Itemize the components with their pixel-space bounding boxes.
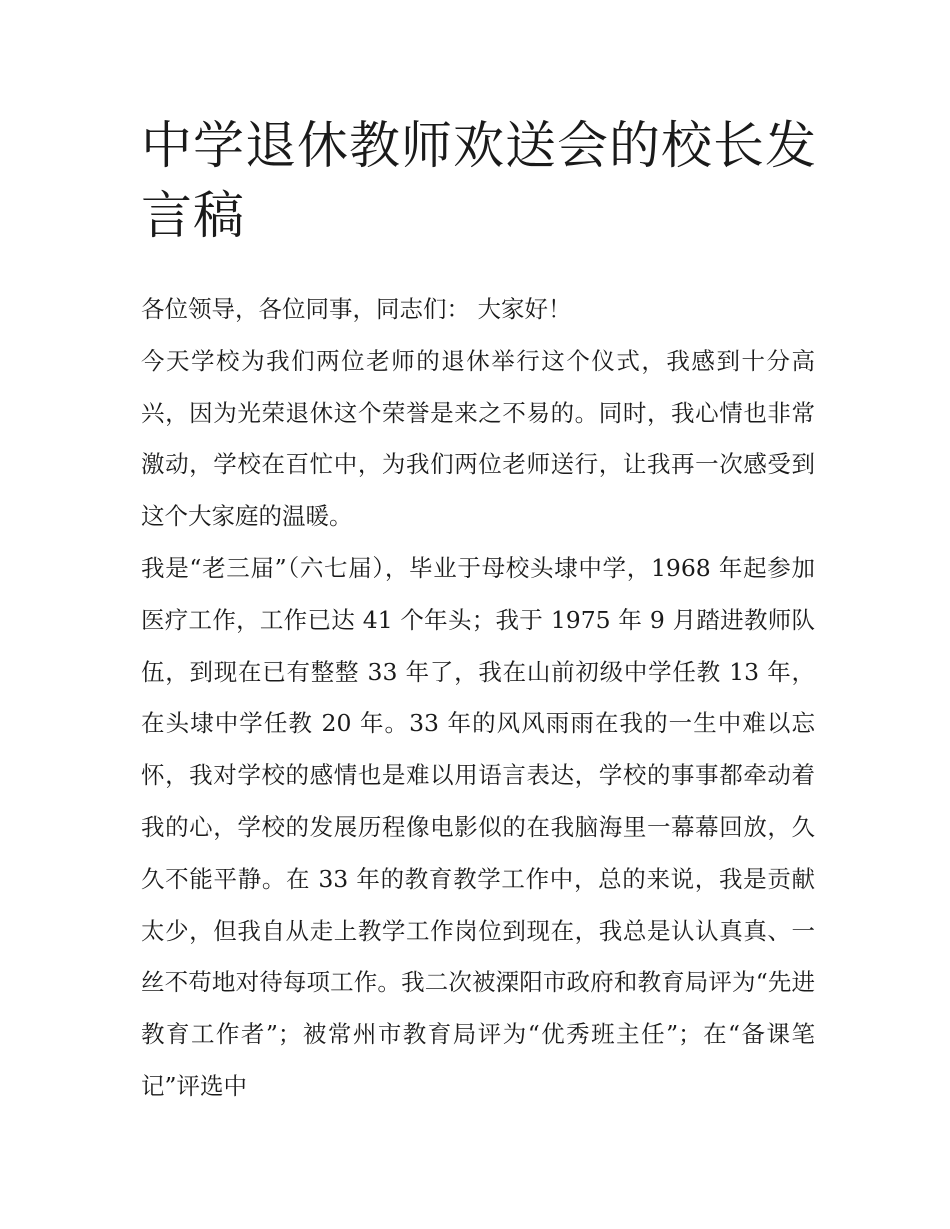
document-title: 中学退休教师欢送会的校长发言稿 xyxy=(141,117,818,246)
greeting-paragraph: 各位领导，各位同事，同志们： 大家好！ xyxy=(141,295,572,323)
opening-paragraph: 今天学校为我们两位老师的退休举行这个仪式，我感到十分高兴，因为光荣退休这个荣誉是来之不易的。同时，我心情也非常激动，学校在百忙中，为我们两位老师送行，让我再一次感受到这个大家庭的温暖。 xyxy=(141,346,815,531)
career-paragraph: 我是“老三届”（六七届），毕业于母校头埭中学，1968 年起参加医疗工作，工作已达 41 个年头；我于 1975 年 9 月踏进教师队伍，到现在已有整整 33 年了，我在山前初级中学任教 13 年，在头埭中学任教 20 年。33 年的风风雨雨在我的一生中难以忘怀，我对学校的感情也是难以用语言表达，学校的事事都牵动着我的心，学校的发展历程像电影似的在我脑海里一幕幕回放，久久不能平静。在 33 年的教育教学工作中，总的来说，我是贡献太少，但我自从走上教学工作岗位到现在，我总是认认真真、一丝不苟地对待每项工作。我二次被溧阳市政府和教育局评为“先进教育工作者”；被常州市教育局评为“优秀班主任”；在“备课笔记”评选中 xyxy=(141,553,815,1100)
document-body xyxy=(141,284,815,1113)
